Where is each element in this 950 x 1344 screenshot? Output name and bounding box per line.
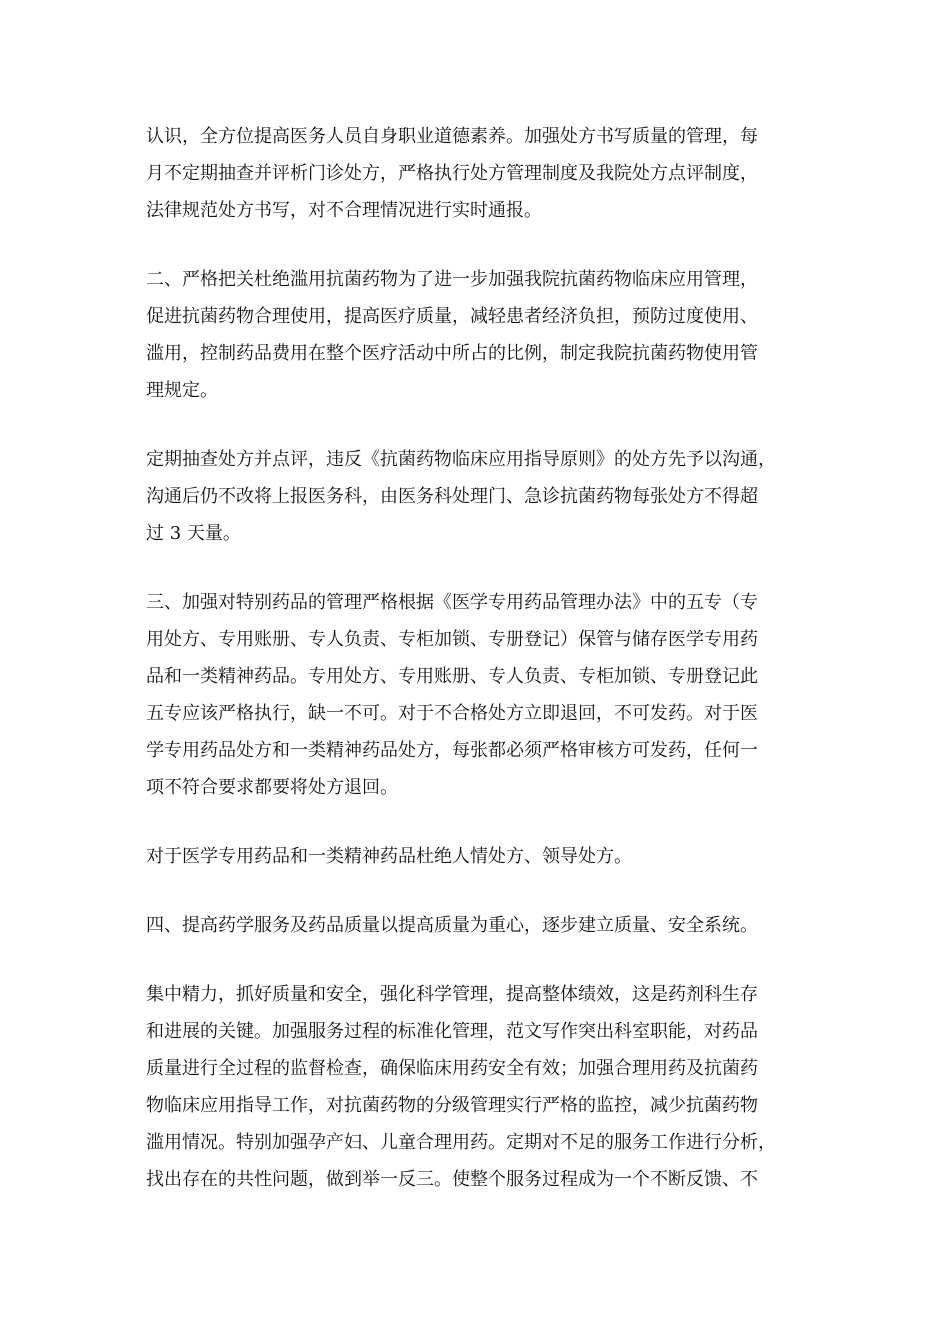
text-line: 学专用药品处方和一类精神药品处方，每张都必须严格审核方可发药，任何一 [146, 740, 758, 761]
text-line: 品和一类精神药品。专用处方、专用账册、专人负责、专柜加锁、专册登记此 [146, 666, 758, 687]
paragraph-prescription-quality [146, 118, 826, 229]
text-line: 法律规范处方书写，对不合理情况进行实时通报。 [146, 200, 542, 221]
text-line: 用处方、专用账册、专人负责、专柜加锁、专册登记）保管与储存医学专用药 [146, 629, 758, 650]
text-line: 认识，全方位提高医务人员自身职业道德素养。加强处方书写质量的管理，每 [146, 126, 758, 147]
paragraph-antibiotic-review [146, 441, 826, 552]
paragraph-no-favor-prescriptions [146, 838, 826, 875]
text-line: 沟通后仍不改将上报医务科，由医务科处理门、急诊抗菌药物每张处方不得超 [146, 486, 758, 507]
text-line: 五专应该严格执行，缺一不可。对于不合格处方立即退回，不可发药。对于医 [146, 703, 758, 724]
text-line: 对于医学专用药品和一类精神药品杜绝人情处方、领导处方。 [146, 846, 632, 867]
text-line: 理规定。 [146, 380, 218, 401]
text-line: 集中精力，抓好质量和安全，强化科学管理，提高整体绩效，这是药剂科生存 [146, 984, 758, 1005]
text-line: 过 3 天量。 [146, 523, 241, 544]
text-line: 三、加强对特别药品的管理严格根据《医学专用药品管理办法》中的五专（专 [146, 592, 758, 613]
text-line: 促进抗菌药物合理使用，提高医疗质量，减轻患者经济负担，预防过度使用、 [146, 306, 758, 327]
text-line: 物临床应用指导工作，对抗菌药物的分级管理实行严格的监控，减少抗菌药物 [146, 1095, 758, 1116]
paragraph-section-four [146, 907, 826, 944]
text-line: 滥用，控制药品费用在整个医疗活动中所占的比例，制定我院抗菌药物使用管 [146, 343, 758, 364]
paragraph-section-two [146, 261, 826, 409]
text-line: 定期抽查处方并点评，违反《抗菌药物临床应用指导原则》的处方先予以沟通， [146, 449, 776, 470]
text-line: 找出存在的共性问题，做到举一反三。使整个服务过程成为一个不断反馈、不 [146, 1169, 758, 1190]
text-line: 四、提高药学服务及药品质量以提高质量为重心，逐步建立质量、安全系统。 [146, 915, 758, 936]
text-line: 和进展的关键。加强服务过程的标准化管理，范文写作突出科室职能，对药品 [146, 1021, 758, 1042]
text-line: 质量进行全过程的监督检查，确保临床用药安全有效；加强合理用药及抗菌药 [146, 1058, 758, 1079]
paragraph-section-three [146, 584, 826, 806]
text-line: 二、严格把关杜绝滥用抗菌药物为了进一步加强我院抗菌药物临床应用管理， [146, 269, 758, 290]
text-line: 滥用情况。特别加强孕产妇、儿童合理用药。定期对不足的服务工作进行分析， [146, 1132, 776, 1153]
document-body [146, 118, 826, 1230]
text-line: 月不定期抽查并评析门诊处方，严格执行处方管理制度及我院处方点评制度， [146, 163, 758, 184]
text-line: 项不符合要求都要将处方退回。 [146, 777, 398, 798]
paragraph-quality-safety [146, 976, 826, 1198]
